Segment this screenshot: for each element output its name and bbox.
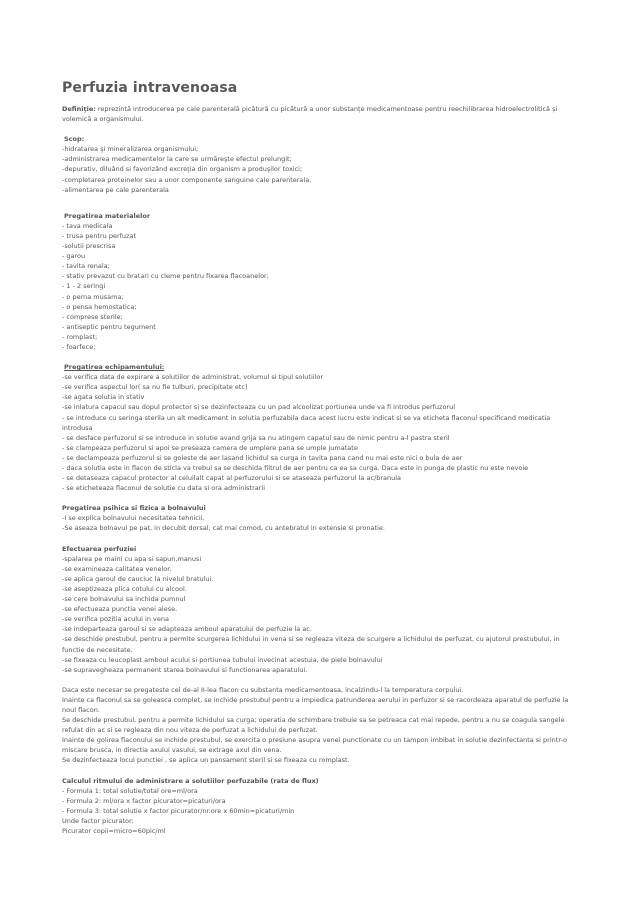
list-item: - se detaseaza capacul protector al celuilalt capat al perfuzorului si se ataseaza perfuzorul la ac/branula [62, 474, 402, 483]
list-item: -se aplica garoul de cauciuc la nivelul bratului. [62, 574, 214, 583]
list-item: - o perna musama; [62, 292, 124, 301]
list-item: -se indeparteaza garoul si se adapteaza amboul aparatului de perfuzie la ac. [62, 625, 312, 634]
list-item: Picurator copii=micro=60pic/ml [62, 827, 166, 835]
list-item: - daca solutia este in flacon de sticla va trebui sa se deschida filtrul de aer pentru ca ea sa curga. Daca este in punga de plastic nu este nevoie [62, 464, 529, 472]
psihica-heading: Pregatirea psihica si fizica a bolnavului [62, 504, 206, 513]
definition-text: reprezintă introducerea pe cale parenterală picătură cu picătură a unor substanțe medicamentoase pentru reechilibrarea hidroelectrolitică și volemică a organismului. [62, 105, 558, 124]
list-item: - foarfece; [62, 342, 96, 351]
list-item: -depurativ, diluând si favorizând excreţia din organism a produşilor toxici; [62, 165, 303, 174]
list-item: -administrarea medicamentelor la care se urmăreşte efectul prelungit; [62, 155, 292, 164]
list-item: - se clampeaza perfuzorul si apoi se preseaza camera de umplere pana se umple jumatate [62, 443, 358, 452]
list-item: - tava medicala [62, 221, 113, 230]
list-item: -se supravegheaza permanent starea bolnavului si functionarea aparatului. [62, 665, 308, 674]
materiale-heading: Pregatirea materialelor [64, 211, 151, 220]
list-item: -se inlatura capacul sau dopul protector si se dezinfecteaza cu un pad alcoolizat portiunea unde va fi introdus perfuzorul [62, 403, 456, 412]
echipament-section [62, 362, 574, 493]
list-item: - se desface perfuzorul si se introduce in solutie avand grija sa nu atingem capatul sau de nimic pentru a-l pastra steril [62, 433, 450, 442]
list-item: -se examineaza calitatea venelor. [62, 564, 172, 573]
definition-label: Definiţie: [62, 105, 96, 113]
ritm-heading: Calculul ritmului de administrare a solutiilor perfuzabile (rata de flux) [62, 776, 319, 785]
list-item: - antiseptic pentru tegument [62, 322, 156, 331]
list-item: -se cere bolnavului sa inchida pumnul [62, 595, 186, 604]
list-item: - comprese sterile; [62, 312, 123, 321]
list-item: - Formula 3: total solutie x factor picurator/nr.ore x 60min=picaturi/min [62, 806, 295, 815]
list-item: - romplast; [62, 332, 98, 341]
list-item: -se verifica pozitia acului in vena [62, 615, 169, 624]
list-item: -alimentarea pe cale parenterala [62, 185, 169, 194]
list-item: - se declampeaza perfuzorul si se goleste de aer lasand lichidul sa curga in tavita pana cand nu mai este nici o bula de aer [62, 453, 463, 462]
list-item: - stativ prevazut cu bratari cu cleme pentru fixarea flacoanelor; [62, 272, 269, 281]
list-item: -se agata solutia in stativ [62, 393, 145, 402]
list-item: -Se aseaza bolnavul pe pat, in decubit dorsal, cat mai comod, cu antebratul in extensie si pronatie. [62, 524, 385, 533]
paragraph: Se dezinfecteaza locul punctiei , se aplica un pansament steril si se fixeaza cu romplast. [62, 756, 350, 765]
list-item: - o pensa hemostatica; [62, 302, 137, 311]
instructions-section [62, 685, 574, 766]
list-item: -se verifica aspectul lor( sa nu fie tulburi, precipitate etc) [62, 383, 248, 392]
list-item: - tavita renala; [62, 262, 110, 271]
materiale-section [62, 211, 574, 352]
document-title: Perfuzia intravenoasa [62, 80, 238, 96]
list-item: -I se explica bolnavului necesitatea tehnicii. [62, 514, 205, 523]
paragraph: Se deschide prestubul, pentru a permite lichidului sa curga; operatia de schimbare trebuie sa se petreaca cat mai repede, pentru a nu se coagula sangele refulat din ac si se regleaza din nou viteza de perfuzat a lichidului de perfuzat. [62, 716, 565, 735]
definition-paragraph [62, 104, 574, 124]
list-item: - Formula 1: total solutie/total ore=ml/ora [62, 786, 198, 795]
list-item: - garou [62, 252, 86, 261]
list-item: -se fixeaza cu leucoplast amboul acului si portiunea tubului invecinat acestuia, de piele bolnavului [62, 655, 383, 664]
efectuare-section [62, 544, 574, 675]
list-item: - trusa pentru perfuzat [62, 231, 136, 240]
psihica-section [62, 503, 574, 533]
paragraph: Inainte de golirea flaconului se inchide prestubul, se exercita o presiune asupra venei punctionate cu un tampon imbibat in solutie dezinfectanta si printr-o miscare brusca, in directia axului vasului, se extrage axul din vena. [62, 736, 568, 755]
efectuare-heading: Efectuarea perfuziei [62, 544, 137, 553]
list-item: Unde factor picurator: [62, 816, 134, 825]
list-item: -se aseptizeaza plica cotului cu alcool. [62, 584, 187, 593]
ritm-section [62, 776, 574, 837]
list-item: - se eticheteaza flaconul de solutie cu data si ora administrarii [62, 484, 266, 493]
paragraph: Inainte ca flaconul sa se goleasca complet, se inchide prestubul pentru a impiedica patrunderea aerului in perfuzor si se racordeaza aparatul de perfuzie la noul flacon. [62, 695, 569, 714]
scop-section [62, 134, 574, 195]
list-item: - se introduce cu seringa sterila un alt medicament in solutia perfuzabila daca acest lucru este indicat si se va eticheta flaconul specificand medicatia introdusa [62, 413, 551, 432]
list-item: -spalarea pe maini cu apa si sapun,manusi [62, 554, 202, 563]
scop-heading: Scop: [64, 135, 85, 144]
list-item: - 1 - 2 seringi [62, 282, 106, 291]
list-item: -se deschide prestubul, pentru a permite scurgerea lichidului in vena si se regleaza viteza de scurgere a lichidului de perfuzat, cu ajutorul prestubului, in functie de necesitate. [62, 635, 560, 654]
list-item: -se verifica data de expirare a solutiilor de administrat, volumul si tipul solutiilor [62, 373, 324, 382]
list-item: -completarea proteinelor sau a unor componente sanguine cale parenterala. [62, 175, 312, 184]
echipament-heading: Pregatirea echipamentului: [64, 363, 165, 372]
list-item: - Formula 2: ml/ora x factor picurator=picaturi/ora [62, 796, 226, 805]
list-item: -se efectueaza punctia venei alese. [62, 605, 178, 614]
list-item: -solutii prescrisa [62, 242, 116, 251]
document-page [62, 80, 574, 836]
list-item: -hidratarea şi mineralizarea organismului; [62, 145, 199, 154]
paragraph: Daca este necesar se pregateste cel de-al II-lea flacon cu substanta medicamentoasa, incalzindu-l la temperatura corpului. [62, 685, 464, 694]
